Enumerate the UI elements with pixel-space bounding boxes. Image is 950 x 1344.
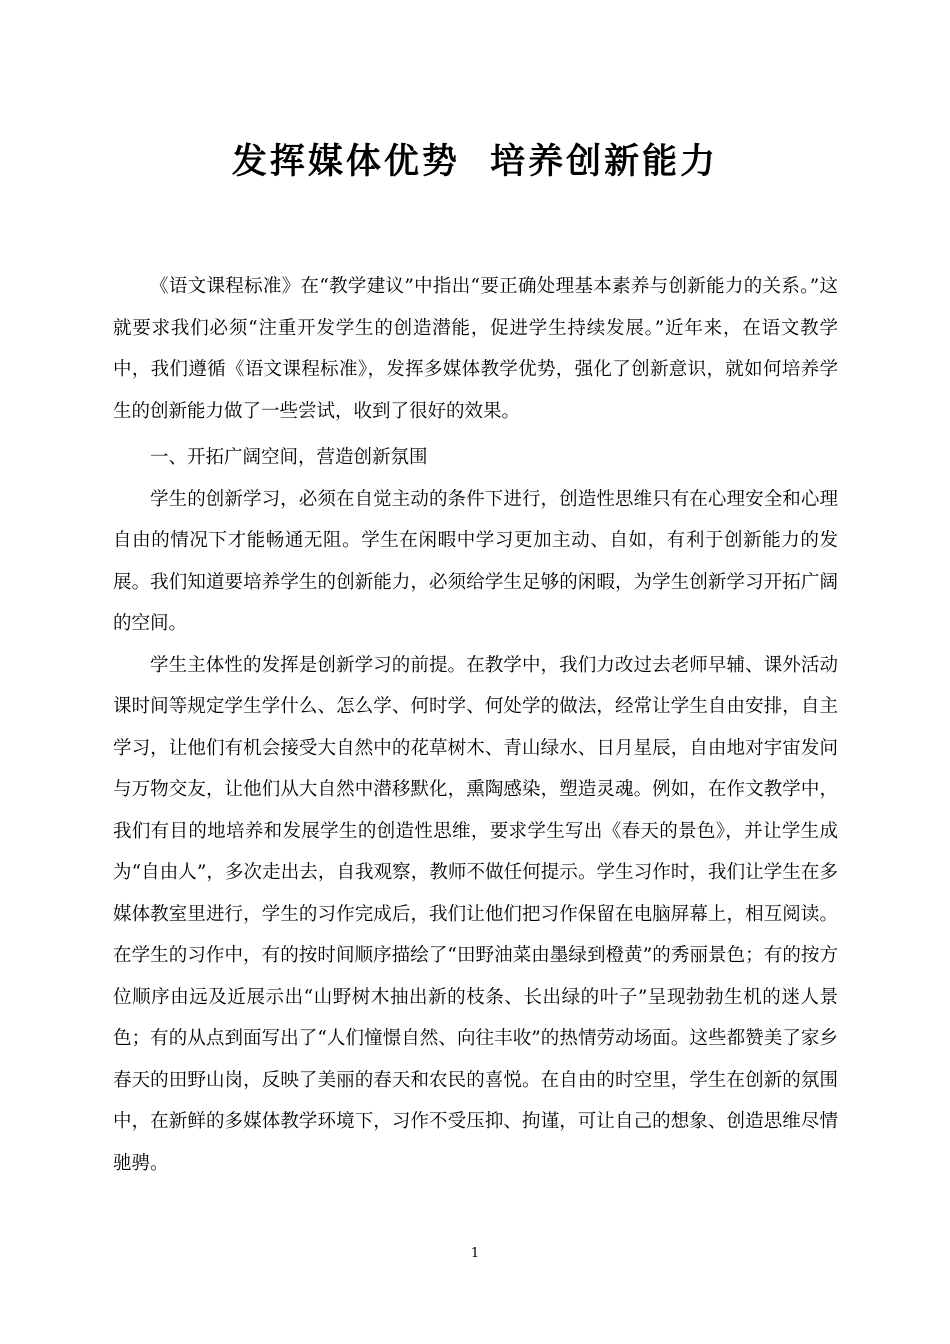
document-body: [113, 266, 838, 1184]
body-paragraph: 学生的创新学习，必须在自觉主动的条件下进行，创造性思维只有在心理安全和心理自由的情况下才能畅通无阻。学生在闲暇中学习更加主动、自如，有利于创新能力的发展。我们知道要培养学生的创新能力，必须给学生足够的闲暇，为学生创新学习开拓广阔的空间。: [113, 488, 838, 634]
page-number: 1: [470, 1246, 480, 1261]
section-heading: 一、开拓广阔空间，营造创新氛围: [150, 447, 428, 468]
body-paragraph: 学生主体性的发挥是创新学习的前提。在教学中，我们力改过去老师早辅、课外活动课时间等规定学生学什么、怎么学、何时学、何处学的做法，经常让学生自由安排，自主学习，让他们有机会接受大自然中的花草树木、青山绿水、日月星辰，自由地对宇宙发问与万物交友，让他们从大自然中潜移默化，熏陶感染，塑造灵魂。例如，在作文教学中，我们有目的地培养和发展学生的创造性思维，要求学生写出《春天的景色》，并让学生成为“自由人”，多次走出去，自我观察，教师不做任何提示。学生习作时，我们让学生在多媒体教室里进行，学生的习作完成后，我们让他们把习作保留在电脑屏幕上，相互阅读。在学生的习作中，有的按时间顺序描绘了“田野油菜由墨绿到橙黄”的秀丽景色；有的按方位顺序由远及近展示出“山野树木抽出新的枝条、长出绿的叶子”呈现勃勃生机的迷人景色；有的从点到面写出了“人们憧憬自然、向往丰收”的热情劳动场面。这些都赞美了家乡春天的田野山岗，反映了美丽的春天和农民的喜悦。在自由的时空里，学生在创新的氛围中，在新鲜的多媒体教学环境下，习作不受压抑、拘谨，可让自己的想象、创造思维尽情驰骋。: [113, 654, 838, 1174]
intro-paragraph: 《语文课程标准》在“教学建议”中指出“要正确处理基本素养与创新能力的关系。”这就要求我们必须“注重开发学生的创造潜能，促进学生持续发展。”近年来，在语文教学中，我们遵循《语文课程标准》，发挥多媒体教学优势，强化了创新意识，就如何培养学生的创新能力做了一些尝试，收到了很好的效果。: [113, 276, 838, 422]
document-title: 发挥媒体优势 培养创新能力: [231, 141, 719, 182]
